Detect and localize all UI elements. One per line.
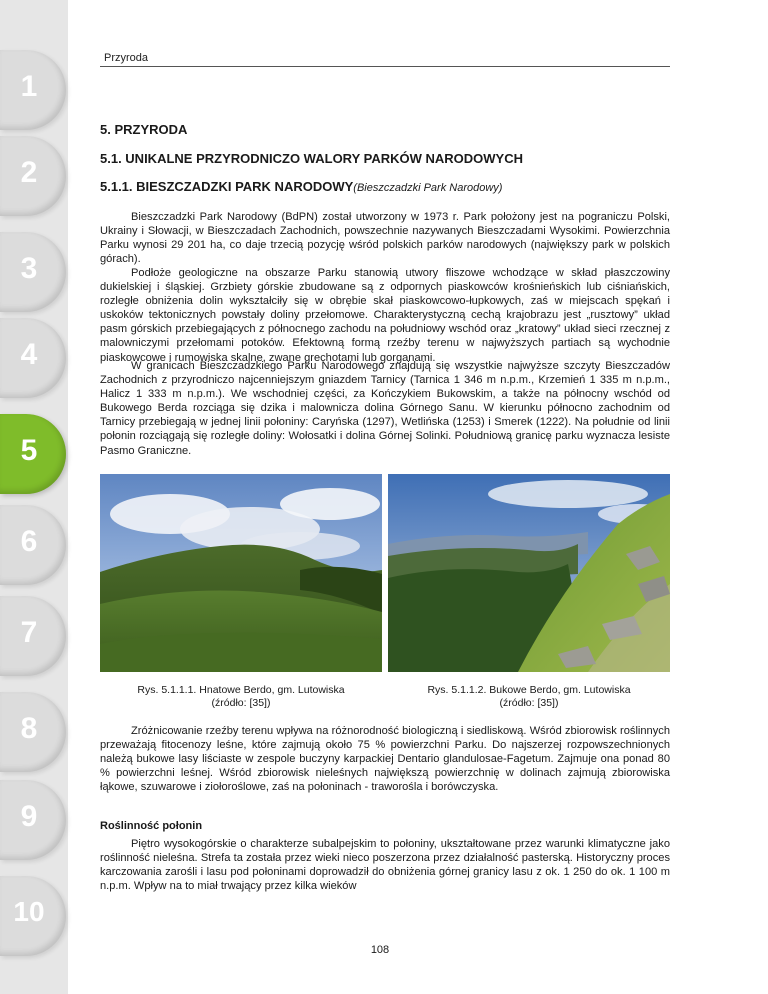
- chapter-tab-6[interactable]: [0, 505, 66, 585]
- tab-label: 2: [20, 156, 38, 189]
- chapter-tab-9[interactable]: [0, 780, 66, 860]
- section-title: 5.1. UNIKALNE PRZYRODNICZO WALORY PARKÓW NARODOWYCH: [100, 151, 523, 166]
- tab-label: 8: [20, 712, 38, 745]
- tab-label: 7: [20, 616, 38, 649]
- page-number: 108: [370, 944, 390, 956]
- tab-label: 9: [20, 800, 38, 833]
- chapter-tab-7[interactable]: [0, 596, 66, 676]
- figure-caption-2: [388, 684, 670, 710]
- tab-label: 6: [20, 525, 38, 558]
- paragraph-polonin: Piętro wysokogórskie o charakterze subalpejskim to połoniny, ukształtowane przez warunki klimatyczne jako roślinność nieleśna. Strefa ta została przez wieki nieco poszerzona przez działalność pasterską. Historyczny proces karczowania zarośli i lasu pod połoninami doprowadził do obniżenia górnej granicy lasu z ok. 1 250 do ok. 1 100 m n.p.m. Wpływ na to miał trwający przez kilka wieków: [100, 838, 670, 893]
- subsection-subtitle: (Bieszczadzki Park Narodowy): [353, 182, 503, 194]
- paragraph-intro: Bieszczadzki Park Narodowy (BdPN) został utworzony w 1973 r. Park położony jest na pograniczu Polski, Ukrainy i Słowacji, w Bieszczadach Zachodnich, powszechnie nazywanych Bieszczadami Wysokimi. Powierzchnia Parku wynosi 29 201 ha, co daje trzecią pozycję wśród polskich parków narodowych (największy park w polskich górach).: [100, 211, 670, 266]
- caption-source: (źródło: [35]): [211, 697, 271, 709]
- tab-label: 1: [20, 70, 38, 103]
- chapter-tab-4[interactable]: [0, 318, 66, 398]
- paragraph-biodiversity: Zróżnicowanie rzeźby terenu wpływa na różnorodność biologiczną i siedliskową. Wśród zbiorowisk roślinnych przeważają fitocenozy leśne, które zajmują około 75 % powierzchni Parku. Do najszerzej rozpowszechnionych należą bukowe lasy liściaste w zespole buczyny karpackiej Dentario glandulosae-Fagetum. Zajmuje ona ponad 80 % powierzchni leśnej. Wśród zbiorowisk nieleśnych największą powierzchnię w dolinach zajmują zbiorowiska łąkowe, szuwarowe i ziołoroślowe, zaś na połoninach - traworośla i borówczyska.: [100, 725, 670, 794]
- subsection-title-text: 5.1.1. BIESZCZADZKI PARK NARODOWY: [100, 179, 354, 194]
- running-header: Przyroda: [104, 52, 149, 64]
- chapter-tab-8[interactable]: [0, 692, 66, 772]
- caption-title: Rys. 5.1.1.1. Hnatowe Berdo, gm. Lutowiska: [137, 684, 345, 696]
- chapter-tab-1[interactable]: [0, 50, 66, 130]
- chapter-title: 5. PRZYRODA: [100, 122, 188, 137]
- tab-label: 4: [20, 338, 38, 371]
- paragraph-peaks: W granicach Bieszczadzkiego Parku Narodowego znajdują się wszystkie najwyższe szczyty Bieszczadów Zachodnich z przyrodniczo najcenniejszym gniazdem Tarnicy (Tarnica 1 346 m n.p.m., Krzemień 1 335 m n.p.m., Halicz 1 333 m n.p.m.). We wschodniej części, za Kończykiem Bukowskim, a także na północny wschód od Bukowego Berda rozciąga się dzika i malownicza dolina Górnego Sanu. W kierunku północno zachodnim od Tarnicy przebiegają w jednej linii połoniny: Caryńska (1297), Wetlińska (1253) i Smerek (1222). Na południe od linii połonin rozciągają się rozległe doliny: Wołosatki i dolina Górnej Solinki. Południową granicę parku wyznacza lesiste Pasmo Graniczne.: [100, 360, 670, 457]
- photo-hnatowe-berdo: [100, 474, 382, 672]
- caption-source: (źródło: [35]): [499, 697, 559, 709]
- caption-title: Rys. 5.1.1.2. Bukowe Berdo, gm. Lutowiska: [427, 684, 631, 696]
- chapter-tab-5[interactable]: [0, 414, 66, 494]
- tab-label: 10: [13, 896, 45, 927]
- chapter-tab-2[interactable]: [0, 136, 66, 216]
- paragraph-geology: Podłoże geologiczne na obszarze Parku stanowią utwory fliszowe wchodzące w skład płaszczowiny dukielskiej i śląskiej. Grzbiety górskie zbudowane są z odpornych piaskowców krośnieńskich lub ciśniańskich, rozległe obniżenia dolin wykształciły się w obrębie skał piaskowcowo-łupkowych, zaś w miejscach spękań i uskoków tektonicznych powstały doliny przełomowe. Charakterystyczną cechą krajobrazu jest „rusztowy” układ pasm górskich przebiegających z północnego zachodu na południowy wschód oraz „kratowy” układ sieci rzecznej z malowniczymi przełomami potoków. Efektowną formą rzeźby terenu w najwyższych partiach są wychodnie piaskowcowe i rumowiska skalne, zwane grechotami lub gorganami.: [100, 267, 670, 364]
- photo-bukowe-berdo: [388, 474, 670, 672]
- subheading-polonin-vegetation: Roślinność połonin: [100, 820, 203, 832]
- chapter-tab-3[interactable]: [0, 232, 66, 312]
- tab-label: 3: [20, 252, 38, 285]
- header-divider: [100, 66, 670, 67]
- tab-label: 5: [20, 434, 38, 467]
- subsection-title: [100, 179, 502, 194]
- chapter-tab-10[interactable]: [0, 876, 66, 956]
- chapter-tab-strip: [0, 0, 68, 994]
- figure-caption-1: [100, 684, 382, 710]
